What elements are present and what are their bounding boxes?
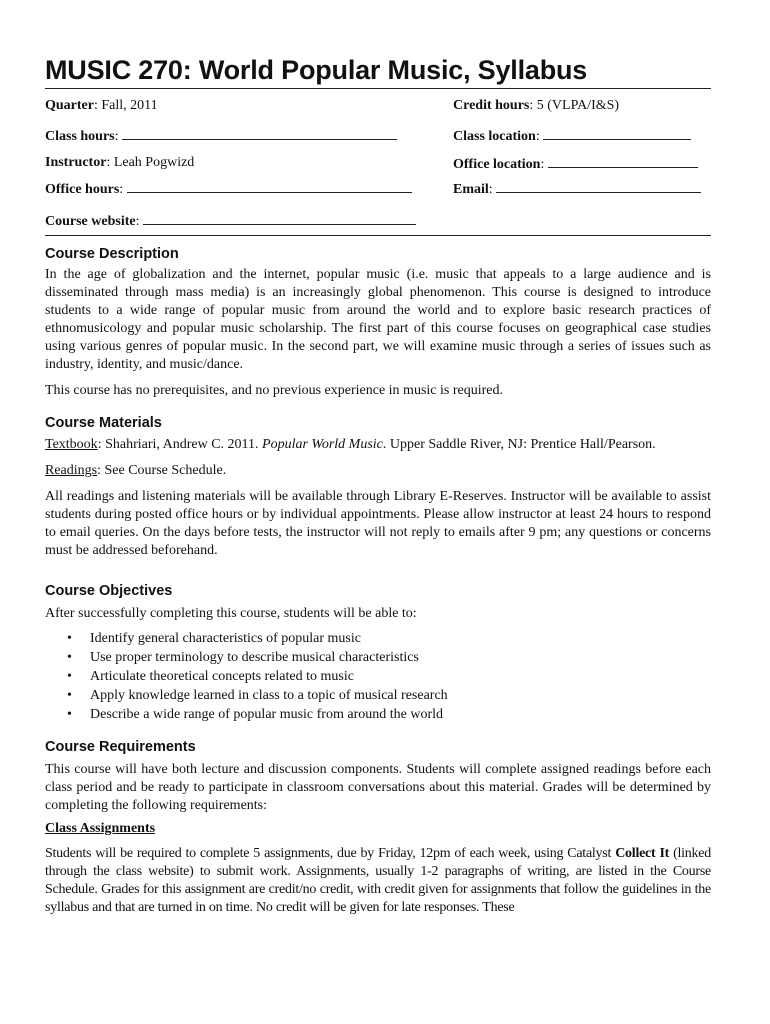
office-hours-blank[interactable] <box>127 180 412 193</box>
quarter-value: : Fall, 2011 <box>93 98 158 113</box>
course-objectives-heading: Course Objectives <box>45 583 173 599</box>
office-location-label: Office location <box>453 157 541 172</box>
office-hours-label: Office hours <box>45 182 120 197</box>
course-materials-heading: Course Materials <box>45 415 162 431</box>
textbook-publisher: . Upper Saddle River, NJ: Prentice Hall/Pearson. <box>382 437 656 452</box>
credit-hours-value: : 5 (VLPA/I&S) <box>529 98 620 113</box>
instructor-value: : Leah Pogwizd <box>106 155 195 170</box>
textbook-line <box>45 436 711 454</box>
textbook-label: Textbook <box>45 437 98 452</box>
list-item: • Identify general characteristics of popular music <box>67 631 361 646</box>
credit-hours-label: Credit hours <box>453 98 530 113</box>
class-location-label: Class location <box>453 129 536 144</box>
instructor-field <box>45 155 194 171</box>
textbook-title: Popular World Music <box>262 437 383 452</box>
quarter-field <box>45 98 158 114</box>
credit-hours-field <box>453 98 619 114</box>
class-assignments-heading: Class Assignments <box>45 821 156 836</box>
objectives-list <box>45 629 711 724</box>
course-website-field: Course website: <box>45 212 416 230</box>
course-info <box>45 89 711 229</box>
email-field: Email: <box>453 180 701 198</box>
bullet-icon: • <box>67 688 72 703</box>
textbook-author: : Shahriari, Andrew C. 2011. <box>97 437 263 452</box>
materials-paragraph: All readings and listening materials will be available through Library E-Reserves. Instructor will be available to assist students during posted office hours or by individual appointments. Please allow instructor at least 24 hours to respond to email queries. On the days before tests, the instructor will not reply to emails after 9 pm; any questions or concerns must be addressed beforehand. <box>45 489 711 558</box>
course-website-label: Course website <box>45 214 136 229</box>
requirements-paragraph: This course will have both lecture and discussion components. Students will complete assigned readings before each class period and be ready to participate in classroom conversations about this material. Grades will be determined by completing the following requirements: <box>45 762 711 813</box>
bullet-icon: • <box>67 650 72 665</box>
list-item: • Describe a wide range of popular music from around the world <box>67 707 443 722</box>
info-rule <box>45 235 711 236</box>
office-location-blank[interactable] <box>548 155 698 168</box>
bullet-icon: • <box>67 631 72 646</box>
assignments-paragraph: Students will be required to complete 5 assignments, due by Friday, 12pm of each week, using Catalyst Collect It (linked through the class website) to submit work. Assignments, usually 1-2 paragraphs of writing, are listed in the Course Schedule. Grades for this assignment are credit/no credit, with credit given for assignments that follow the guidelines in the syllabus and that are turned in on time. No credit will be given for late responses. These <box>45 846 712 915</box>
class-hours-field: Class hours: <box>45 127 397 145</box>
course-website-blank[interactable] <box>143 212 416 225</box>
course-description-heading: Course Description <box>45 246 179 262</box>
class-location-blank[interactable] <box>543 127 691 140</box>
class-hours-label: Class hours <box>45 129 115 144</box>
syllabus-page <box>45 52 711 917</box>
course-requirements-heading: Course Requirements <box>45 739 196 755</box>
description-paragraph: In the age of globalization and the internet, popular music (i.e. music that appeals to a large audience and is disseminated through mass media) is an increasingly global phenomenon. This course is designed to introduce students to a wide range of popular music from around the world and to explore basic research practices of ethnomusicology and popular music scholarship. The first part of this course focuses on geographical case studies using various genres of popular music. In the second part, we will examine music through a series of issues such as industry, identity, and music/dance. <box>45 267 711 372</box>
list-item: • Use proper terminology to describe musical characteristics <box>67 650 419 665</box>
office-hours-field: Office hours: <box>45 180 412 198</box>
email-label: Email <box>453 182 489 197</box>
objectives-intro: After successfully completing this course, students will be able to: <box>45 606 417 621</box>
prerequisites-paragraph: This course has no prerequisites, and no previous experience in music is required. <box>45 383 503 398</box>
bullet-icon: • <box>67 669 72 684</box>
office-location-field: Office location: <box>453 155 698 173</box>
list-item: • Articulate theoretical concepts related to music <box>67 669 354 684</box>
collect-it-text: Collect It <box>615 846 670 861</box>
email-blank[interactable] <box>496 180 701 193</box>
class-hours-blank[interactable] <box>122 127 397 140</box>
readings-line <box>45 462 711 480</box>
quarter-label: Quarter <box>45 98 94 113</box>
readings-value: : See Course Schedule. <box>97 463 227 478</box>
readings-label: Readings <box>45 463 98 478</box>
list-item: • Apply knowledge learned in class to a topic of musical research <box>67 688 448 703</box>
class-location-field: Class location: <box>453 127 691 145</box>
page-title: MUSIC 270: World Popular Music, Syllabus <box>45 55 588 85</box>
bullet-icon: • <box>67 707 72 722</box>
instructor-label: Instructor <box>45 155 107 170</box>
